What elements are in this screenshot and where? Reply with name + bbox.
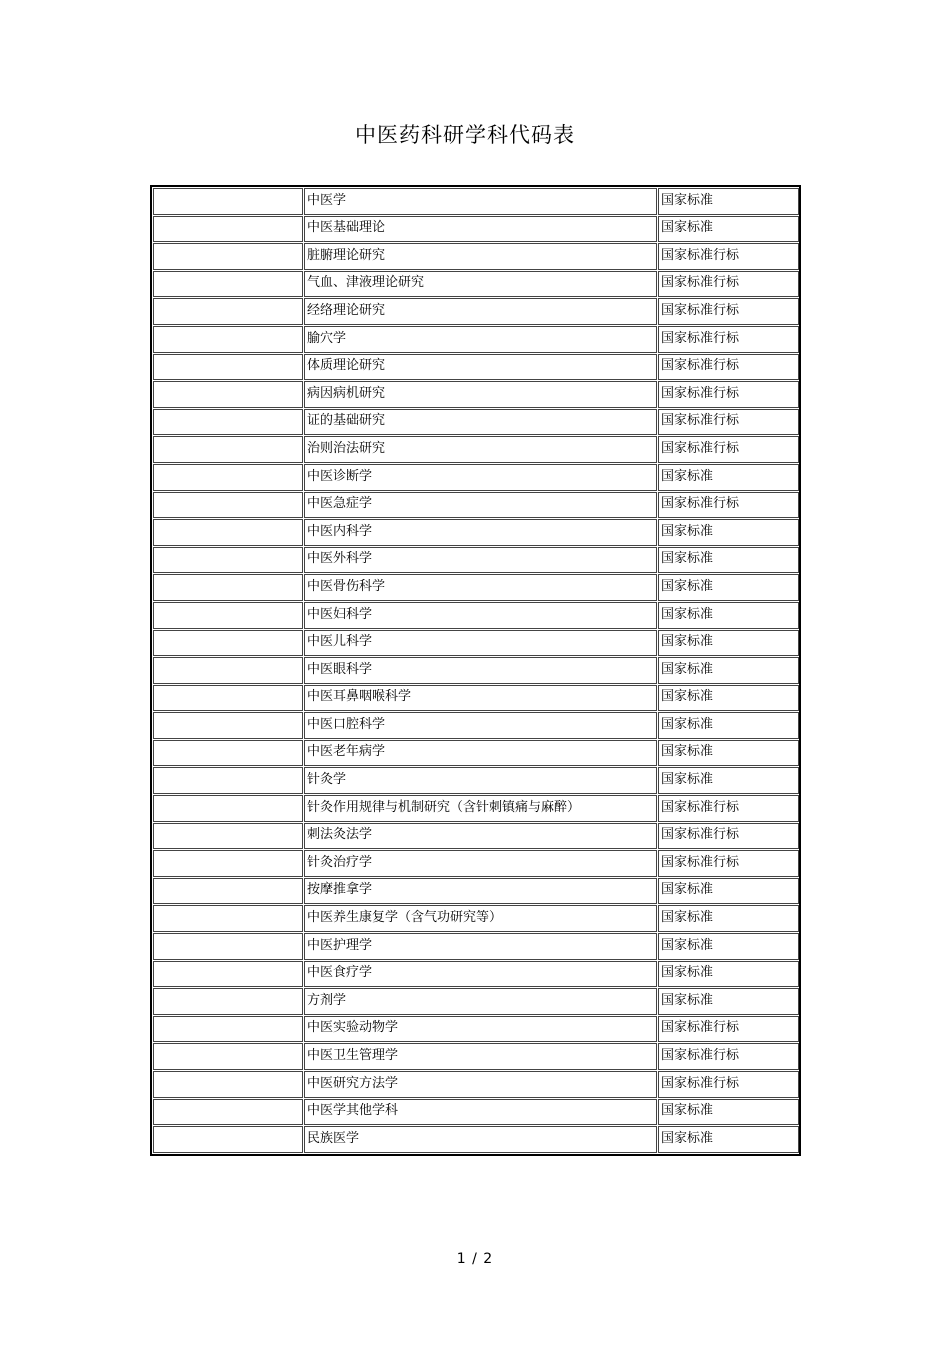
discipline-name-cell xyxy=(304,519,657,546)
code-cell xyxy=(153,547,303,574)
discipline-name-cell xyxy=(304,740,657,767)
discipline-name-cell xyxy=(304,381,657,408)
discipline-name-cell-text: 中医学 xyxy=(307,192,347,208)
discipline-name-cell xyxy=(304,685,657,712)
standard-cell-text: 国家标准行标 xyxy=(661,827,740,843)
code-cell xyxy=(153,519,303,546)
table-row xyxy=(153,1099,799,1126)
standard-cell xyxy=(658,878,799,905)
standard-cell xyxy=(658,685,799,712)
table-row xyxy=(153,878,799,905)
discipline-name-cell-text: 针灸作用规律与机制研究（含针刺镇痛与麻醉） xyxy=(307,799,581,815)
code-cell xyxy=(153,1099,303,1126)
standard-cell xyxy=(658,905,799,932)
code-cell xyxy=(153,685,303,712)
code-cell xyxy=(153,1016,303,1043)
standard-cell xyxy=(658,492,799,519)
standard-cell xyxy=(658,464,799,491)
discipline-name-cell-text: 脏腑理论研究 xyxy=(307,247,386,263)
standard-cell-text: 国家标准行标 xyxy=(661,330,740,346)
discipline-name-cell-text: 气血、津液理论研究 xyxy=(307,275,425,291)
discipline-name-cell-text: 中医护理学 xyxy=(307,937,373,953)
table-row xyxy=(153,354,799,381)
discipline-name-cell-text: 民族医学 xyxy=(307,1130,360,1146)
standard-cell-text: 国家标准 xyxy=(661,468,714,484)
standard-cell xyxy=(658,216,799,243)
discipline-name-cell xyxy=(304,1071,657,1098)
code-cell xyxy=(153,243,303,270)
standard-cell xyxy=(658,188,799,215)
standard-cell-text: 国家标准 xyxy=(661,992,714,1008)
standard-cell-text: 国家标准 xyxy=(661,937,714,953)
code-cell xyxy=(153,409,303,436)
table-row xyxy=(153,905,799,932)
code-cell xyxy=(153,712,303,739)
discipline-name-cell-text: 刺法灸法学 xyxy=(307,827,373,843)
table-row xyxy=(153,767,799,794)
table-row xyxy=(153,547,799,574)
standard-cell xyxy=(658,354,799,381)
standard-cell-text: 国家标准行标 xyxy=(661,854,740,870)
discipline-name-cell-text: 中医诊断学 xyxy=(307,468,373,484)
discipline-name-cell xyxy=(304,767,657,794)
discipline-name-cell xyxy=(304,1016,657,1043)
table-row xyxy=(153,298,799,325)
table-row xyxy=(153,464,799,491)
table-row xyxy=(153,1126,799,1153)
code-cell xyxy=(153,1071,303,1098)
code-cell xyxy=(153,298,303,325)
standard-cell-text: 国家标准行标 xyxy=(661,440,740,456)
standard-cell xyxy=(658,1099,799,1126)
code-cell xyxy=(153,740,303,767)
code-cell xyxy=(153,492,303,519)
standard-cell xyxy=(658,547,799,574)
code-cell xyxy=(153,850,303,877)
discipline-name-cell-text: 中医内科学 xyxy=(307,523,373,539)
standard-cell xyxy=(658,519,799,546)
discipline-name-cell-text: 中医急症学 xyxy=(307,496,373,512)
discipline-name-cell xyxy=(304,1126,657,1153)
standard-cell-text: 国家标准行标 xyxy=(661,275,740,291)
discipline-name-cell-text: 中医食疗学 xyxy=(307,965,373,981)
table-row xyxy=(153,436,799,463)
table-row xyxy=(153,519,799,546)
discipline-name-cell-text: 按摩推拿学 xyxy=(307,882,373,898)
standard-cell xyxy=(658,795,799,822)
discipline-name-cell-text: 中医老年病学 xyxy=(307,744,386,760)
discipline-name-cell-text: 针灸治疗学 xyxy=(307,854,373,870)
standard-cell xyxy=(658,1071,799,1098)
standard-cell-text: 国家标准 xyxy=(661,772,714,788)
code-cell xyxy=(153,988,303,1015)
discipline-name-cell xyxy=(304,547,657,574)
code-cell xyxy=(153,436,303,463)
standard-cell xyxy=(658,271,799,298)
table-row xyxy=(153,850,799,877)
discipline-name-cell-text: 中医卫生管理学 xyxy=(307,1048,399,1063)
discipline-name-cell xyxy=(304,1099,657,1126)
standard-cell-text: 国家标准 xyxy=(661,523,714,539)
standard-cell-text: 国家标准 xyxy=(661,634,714,650)
discipline-name-cell xyxy=(304,1043,657,1070)
standard-cell xyxy=(658,850,799,877)
code-cell xyxy=(153,961,303,988)
discipline-name-cell xyxy=(304,988,657,1015)
discipline-name-cell xyxy=(304,492,657,519)
table-row xyxy=(153,602,799,629)
discipline-name-cell-text: 中医眼科学 xyxy=(307,661,373,677)
standard-cell-text: 国家标准 xyxy=(661,965,714,981)
discipline-name-cell xyxy=(304,409,657,436)
standard-cell-text: 国家标准 xyxy=(661,910,714,926)
code-cell xyxy=(153,188,303,215)
discipline-name-cell xyxy=(304,933,657,960)
standard-cell-text: 国家标准行标 xyxy=(661,385,740,401)
table-row xyxy=(153,657,799,684)
discipline-name-cell-text: 中医耳鼻咽喉科学 xyxy=(307,689,412,705)
standard-cell xyxy=(658,436,799,463)
code-cell xyxy=(153,767,303,794)
discipline-name-cell xyxy=(304,326,657,353)
discipline-name-cell-text: 腧穴学 xyxy=(307,330,347,346)
discipline-name-cell-text: 中医儿科学 xyxy=(307,634,373,650)
discipline-name-cell xyxy=(304,574,657,601)
standard-cell xyxy=(658,1126,799,1153)
standard-cell xyxy=(658,298,799,325)
table-row xyxy=(153,685,799,712)
table-row xyxy=(153,740,799,767)
table-row xyxy=(153,795,799,822)
discipline-name-cell xyxy=(304,961,657,988)
table-row xyxy=(153,574,799,601)
discipline-name-cell-text: 治则治法研究 xyxy=(307,440,386,456)
discipline-name-cell xyxy=(304,243,657,270)
discipline-name-cell-text: 针灸学 xyxy=(307,772,347,788)
table-row xyxy=(153,1071,799,1098)
discipline-name-cell-text: 病因病机研究 xyxy=(307,385,386,401)
discipline-name-cell xyxy=(304,436,657,463)
standard-cell xyxy=(658,381,799,408)
code-cell xyxy=(153,823,303,850)
discipline-name-cell xyxy=(304,878,657,905)
discipline-name-cell xyxy=(304,464,657,491)
discipline-name-cell-text: 方剂学 xyxy=(307,992,347,1008)
code-cell xyxy=(153,574,303,601)
standard-cell-text: 国家标准行标 xyxy=(661,413,740,429)
standard-cell-text: 国家标准 xyxy=(661,606,714,622)
discipline-name-cell xyxy=(304,823,657,850)
standard-cell xyxy=(658,630,799,657)
discipline-name-cell xyxy=(304,298,657,325)
code-cell xyxy=(153,1043,303,1070)
discipline-code-table xyxy=(150,185,801,1156)
code-cell xyxy=(153,905,303,932)
table-row xyxy=(153,1043,799,1070)
standard-cell xyxy=(658,767,799,794)
standard-cell xyxy=(658,1016,799,1043)
code-cell xyxy=(153,354,303,381)
discipline-name-cell-text: 中医学其他学科 xyxy=(307,1103,399,1119)
code-cell xyxy=(153,216,303,243)
standard-cell xyxy=(658,657,799,684)
standard-cell-text: 国家标准行标 xyxy=(661,496,740,512)
table-row xyxy=(153,492,799,519)
standard-cell-text: 国家标准 xyxy=(661,192,714,208)
table-row xyxy=(153,961,799,988)
code-cell xyxy=(153,933,303,960)
discipline-name-cell xyxy=(304,795,657,822)
discipline-name-cell-text: 中医实验动物学 xyxy=(307,1020,399,1036)
standard-cell-text: 国家标准 xyxy=(661,744,714,760)
standard-cell-text: 国家标准 xyxy=(661,1103,714,1119)
standard-cell xyxy=(658,409,799,436)
standard-cell-text: 国家标准 xyxy=(661,1130,714,1146)
standard-cell-text: 国家标准行标 xyxy=(661,247,740,263)
discipline-name-cell-text: 证的基础研究 xyxy=(307,413,386,429)
discipline-name-cell xyxy=(304,188,657,215)
standard-cell xyxy=(658,740,799,767)
discipline-name-cell xyxy=(304,354,657,381)
standard-cell-text: 国家标准行标 xyxy=(661,302,740,318)
discipline-name-cell-text: 中医妇科学 xyxy=(307,606,373,622)
table-row xyxy=(153,216,799,243)
standard-cell-text: 国家标准 xyxy=(661,578,714,594)
standard-cell xyxy=(658,933,799,960)
code-cell xyxy=(153,795,303,822)
discipline-name-cell xyxy=(304,850,657,877)
discipline-name-cell xyxy=(304,271,657,298)
standard-cell xyxy=(658,243,799,270)
discipline-name-cell xyxy=(304,216,657,243)
code-cell xyxy=(153,271,303,298)
discipline-name-cell-text: 中医研究方法学 xyxy=(307,1075,399,1091)
page-number: 1 / 2 xyxy=(456,1251,494,1267)
standard-cell-text: 国家标准行标 xyxy=(661,799,740,815)
standard-cell-text: 国家标准 xyxy=(661,716,714,732)
discipline-name-cell-text: 中医口腔科学 xyxy=(307,716,386,732)
standard-cell-text: 国家标准 xyxy=(661,689,714,705)
code-cell xyxy=(153,630,303,657)
standard-cell-text: 国家标准行标 xyxy=(661,1075,740,1091)
standard-cell xyxy=(658,712,799,739)
standard-cell xyxy=(658,1043,799,1070)
discipline-name-cell-text: 中医基础理论 xyxy=(307,220,386,236)
discipline-name-cell-text: 经络理论研究 xyxy=(307,302,386,318)
standard-cell xyxy=(658,961,799,988)
discipline-name-cell-text: 中医养生康复学（含气功研究等） xyxy=(307,910,503,926)
standard-cell xyxy=(658,988,799,1015)
code-cell xyxy=(153,464,303,491)
table-row xyxy=(153,630,799,657)
code-cell xyxy=(153,1126,303,1153)
standard-cell-text: 国家标准行标 xyxy=(661,1048,740,1063)
code-cell xyxy=(153,657,303,684)
table-row xyxy=(153,243,799,270)
discipline-name-cell xyxy=(304,905,657,932)
table-row xyxy=(153,823,799,850)
discipline-name-cell-text: 中医外科学 xyxy=(307,551,373,567)
discipline-name-cell xyxy=(304,630,657,657)
discipline-name-cell xyxy=(304,602,657,629)
standard-cell-text: 国家标准 xyxy=(661,661,714,677)
code-cell xyxy=(153,878,303,905)
standard-cell-text: 国家标准 xyxy=(661,551,714,567)
table-row xyxy=(153,326,799,353)
code-cell xyxy=(153,381,303,408)
table-row xyxy=(153,381,799,408)
discipline-name-cell-text: 中医骨伤科学 xyxy=(307,578,386,594)
discipline-name-cell xyxy=(304,657,657,684)
discipline-name-cell xyxy=(304,712,657,739)
discipline-name-cell-text: 体质理论研究 xyxy=(307,358,386,374)
table-row xyxy=(153,188,799,215)
standard-cell-text: 国家标准 xyxy=(661,220,714,236)
table-row xyxy=(153,933,799,960)
code-cell xyxy=(153,602,303,629)
standard-cell-text: 国家标准 xyxy=(661,882,714,898)
table-row xyxy=(153,409,799,436)
table-body xyxy=(153,188,799,1153)
standard-cell xyxy=(658,823,799,850)
table-row xyxy=(153,712,799,739)
standard-cell xyxy=(658,574,799,601)
standard-cell xyxy=(658,326,799,353)
standard-cell-text: 国家标准行标 xyxy=(661,1020,740,1036)
page-title: 中医药科研学科代码表 xyxy=(355,123,575,147)
table-row xyxy=(153,988,799,1015)
table-row xyxy=(153,271,799,298)
standard-cell-text: 国家标准行标 xyxy=(661,358,740,374)
standard-cell xyxy=(658,602,799,629)
table-row xyxy=(153,1016,799,1043)
code-cell xyxy=(153,326,303,353)
